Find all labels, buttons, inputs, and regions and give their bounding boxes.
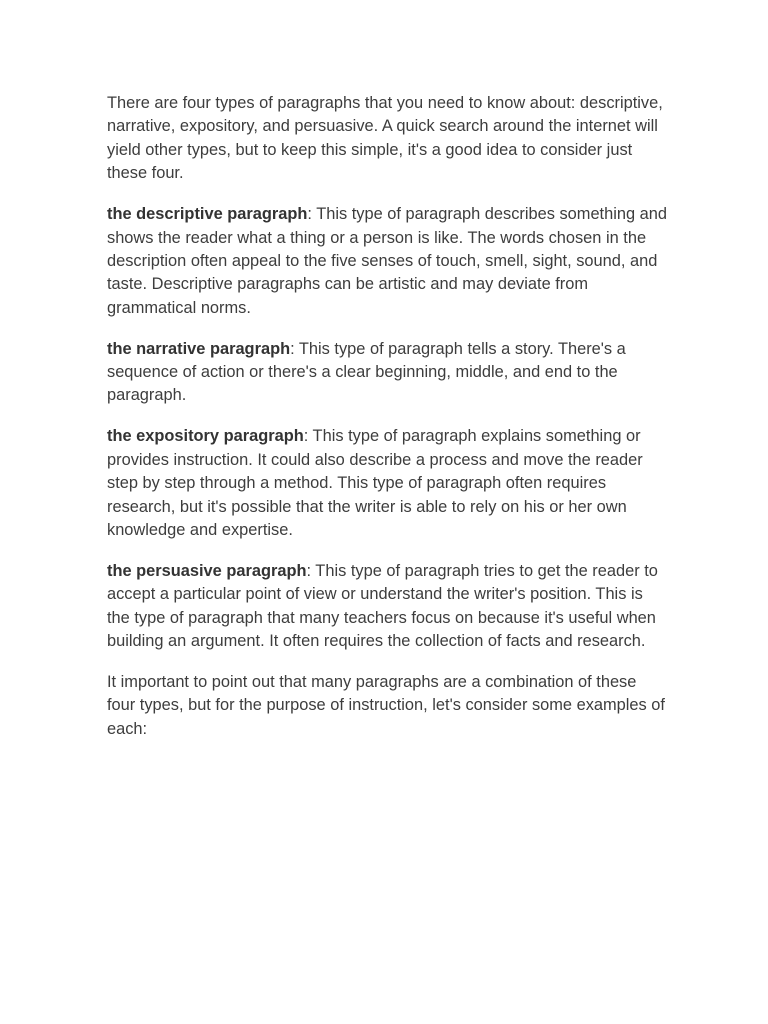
conclusion-paragraph: It important to point out that many paragraphs are a combination of these four types, but for the purpose of instruction, let's consider some examples of each:: [107, 673, 665, 738]
narrative-text: : This type of paragraph tells a story. There's a sequence of action or there's a clear beginning, middle, and end to the paragraph.: [107, 339, 626, 405]
narrative-term: the narrative paragraph: [107, 339, 291, 358]
descriptive-term: the descriptive paragraph: [107, 205, 308, 224]
narrative-paragraph: [107, 338, 668, 408]
intro-paragraph: There are four types of paragraphs that you need to know about: descriptive, narrative, expository, and persuasive. A quick search around the internet will yield other types, but to keep this simple, it's a good idea to consider just these four.: [107, 94, 663, 183]
expository-text: : This type of paragraph explains something or provides instruction. It could also describe a process and move the reader step by step through a method. This type of paragraph often requires research, but it's possible that the writer is able to rely on his or her own knowledge and expertise.: [107, 427, 643, 539]
persuasive-text: : This type of paragraph tries to get the reader to accept a particular point of view or understand the writer's position. This is the type of paragraph that many teachers focus on because it's useful when building an argument. It often requires the collection of facts and research.: [107, 561, 658, 651]
expository-term: the expository paragraph: [107, 427, 304, 446]
descriptive-paragraph: [107, 203, 668, 320]
persuasive-term: the persuasive paragraph: [107, 561, 307, 580]
persuasive-paragraph: [107, 560, 668, 654]
descriptive-text: : This type of paragraph describes something and shows the reader what a thing or a person is like. The words chosen in the description often appeal to the five senses of touch, smell, sight, sound, and taste. Descriptive paragraphs can be artistic and may deviate from grammatical norms.: [107, 205, 667, 317]
expository-paragraph: [107, 425, 668, 542]
